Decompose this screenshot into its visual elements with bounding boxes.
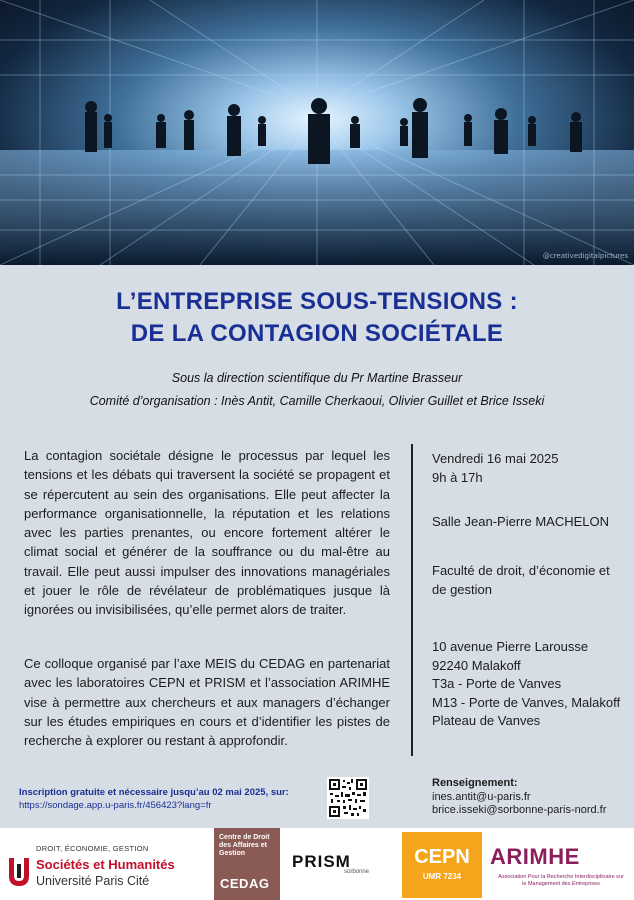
hero-illustration xyxy=(0,0,634,265)
event-time: 9h à 17h xyxy=(432,469,483,485)
image-credit: @creativedigitalpictures xyxy=(542,252,628,260)
cedag-fullname: Centre de Droit des Affaires et Gestion xyxy=(219,834,270,857)
cedag-logo xyxy=(214,828,280,900)
societes-humanites-logo xyxy=(6,834,211,896)
hero-image xyxy=(0,0,634,265)
address-line-2: 92240 Malakoff xyxy=(432,657,521,673)
transport-line-3: Plateau de Vanves xyxy=(432,713,541,728)
sh-subtitle: DROIT, ÉCONOMIE, GESTION xyxy=(36,844,149,853)
sh-university: Université Paris Cité xyxy=(36,874,150,888)
event-date: Vendredi 16 mai 2025 xyxy=(432,451,559,466)
event-title-line-1: L’ENTREPRISE SOUS-TENSIONS : xyxy=(116,288,518,315)
event-faculty xyxy=(432,562,610,599)
arimhe-logo xyxy=(488,844,630,888)
transport-line-2: M13 - Porte de Vanves, Malakoff xyxy=(432,694,621,710)
arimhe-acronym: ARIMHE xyxy=(490,844,580,869)
description-paragraph-1: La contagion sociétale désigne le processus par lequel les tensions et les débats qui traversent la société se propagent et se répercutent au sein des organisations. Elle peut affecter la performance organisationnelle, la réputation et les relations avec les parties prenantes, ou encore fortement altérer le climat social et générer de la souffrance ou du mal-être au travail. Elle peut aussi impulser des innovations managériales et jouer le rôle de révélateur de problématiques jusque là ignorées ou invisibilisées, qu’elle permet alors de traiter. xyxy=(24,448,390,618)
prism-sub: sorbonne xyxy=(344,869,370,875)
registration-text: Inscription gratuite et nécessaire jusqu’au 02 mai 2025, sur: xyxy=(19,787,289,798)
description-paragraph-2: Ce colloque organisé par l’axe MEIS du CEDAG en partenariat avec les laboratoires CEPN et PRISM et l’association ARIMHE vise à permettre aux chercheurs et aux managers d’échanger sur les études empiriques en cours et d’identifier les pistes de recherche à explorer ou restant à approfondir. xyxy=(24,656,390,749)
column-divider xyxy=(411,444,413,756)
contact-email-1[interactable]: ines.antit@u-paris.fr xyxy=(432,790,531,803)
event-room: Salle Jean-Pierre MACHELON xyxy=(432,514,610,529)
contact-label: Renseignement: xyxy=(432,777,518,789)
prism-logo xyxy=(292,852,388,878)
faculty-line-1: Faculté de droit, d’économie et xyxy=(432,563,610,578)
organizing-committee: Comité d’organisation : Inès Antit, Camille Cherkaoui, Olivier Guillet et Brice Isseki xyxy=(89,394,545,408)
event-title-line-2: DE LA CONTAGION SOCIÉTALE xyxy=(130,320,504,347)
contact-email-2[interactable]: brice.isseki@sorbonne-paris-nord.fr xyxy=(432,804,607,816)
cepn-umr: UMR 7234 xyxy=(422,872,462,881)
event-datetime xyxy=(432,450,558,487)
address-line-1: 10 avenue Pierre Larousse xyxy=(432,639,589,654)
upc-mark-icon xyxy=(6,856,32,888)
partner-logos-bar xyxy=(0,828,634,900)
prism-name: PRISM xyxy=(292,852,351,871)
transport-line-1: T3a - Porte de Vanves xyxy=(432,676,562,691)
scientific-direction: Sous la direction scientifique du Pr Martine Brasseur xyxy=(171,371,463,385)
registration-link[interactable]: https://sondage.app.u-paris.fr/456423?lang=fr xyxy=(19,800,212,811)
cepn-logo xyxy=(402,832,482,898)
contact-info xyxy=(432,777,606,818)
faculty-line-2: de gestion xyxy=(432,581,492,597)
qr-code-graphic xyxy=(327,777,369,819)
arimhe-fullname: Association Pour la Recherche Interdisciplinaire sur le Management des Entreprises xyxy=(498,874,624,887)
registration-info xyxy=(19,786,289,812)
qr-code[interactable] xyxy=(327,777,369,819)
sh-name: Sociétés et Humanités xyxy=(36,857,175,872)
event-address xyxy=(432,638,620,731)
cepn-acronym: CEPN xyxy=(414,846,470,868)
cedag-acronym: CEDAG xyxy=(220,876,270,891)
